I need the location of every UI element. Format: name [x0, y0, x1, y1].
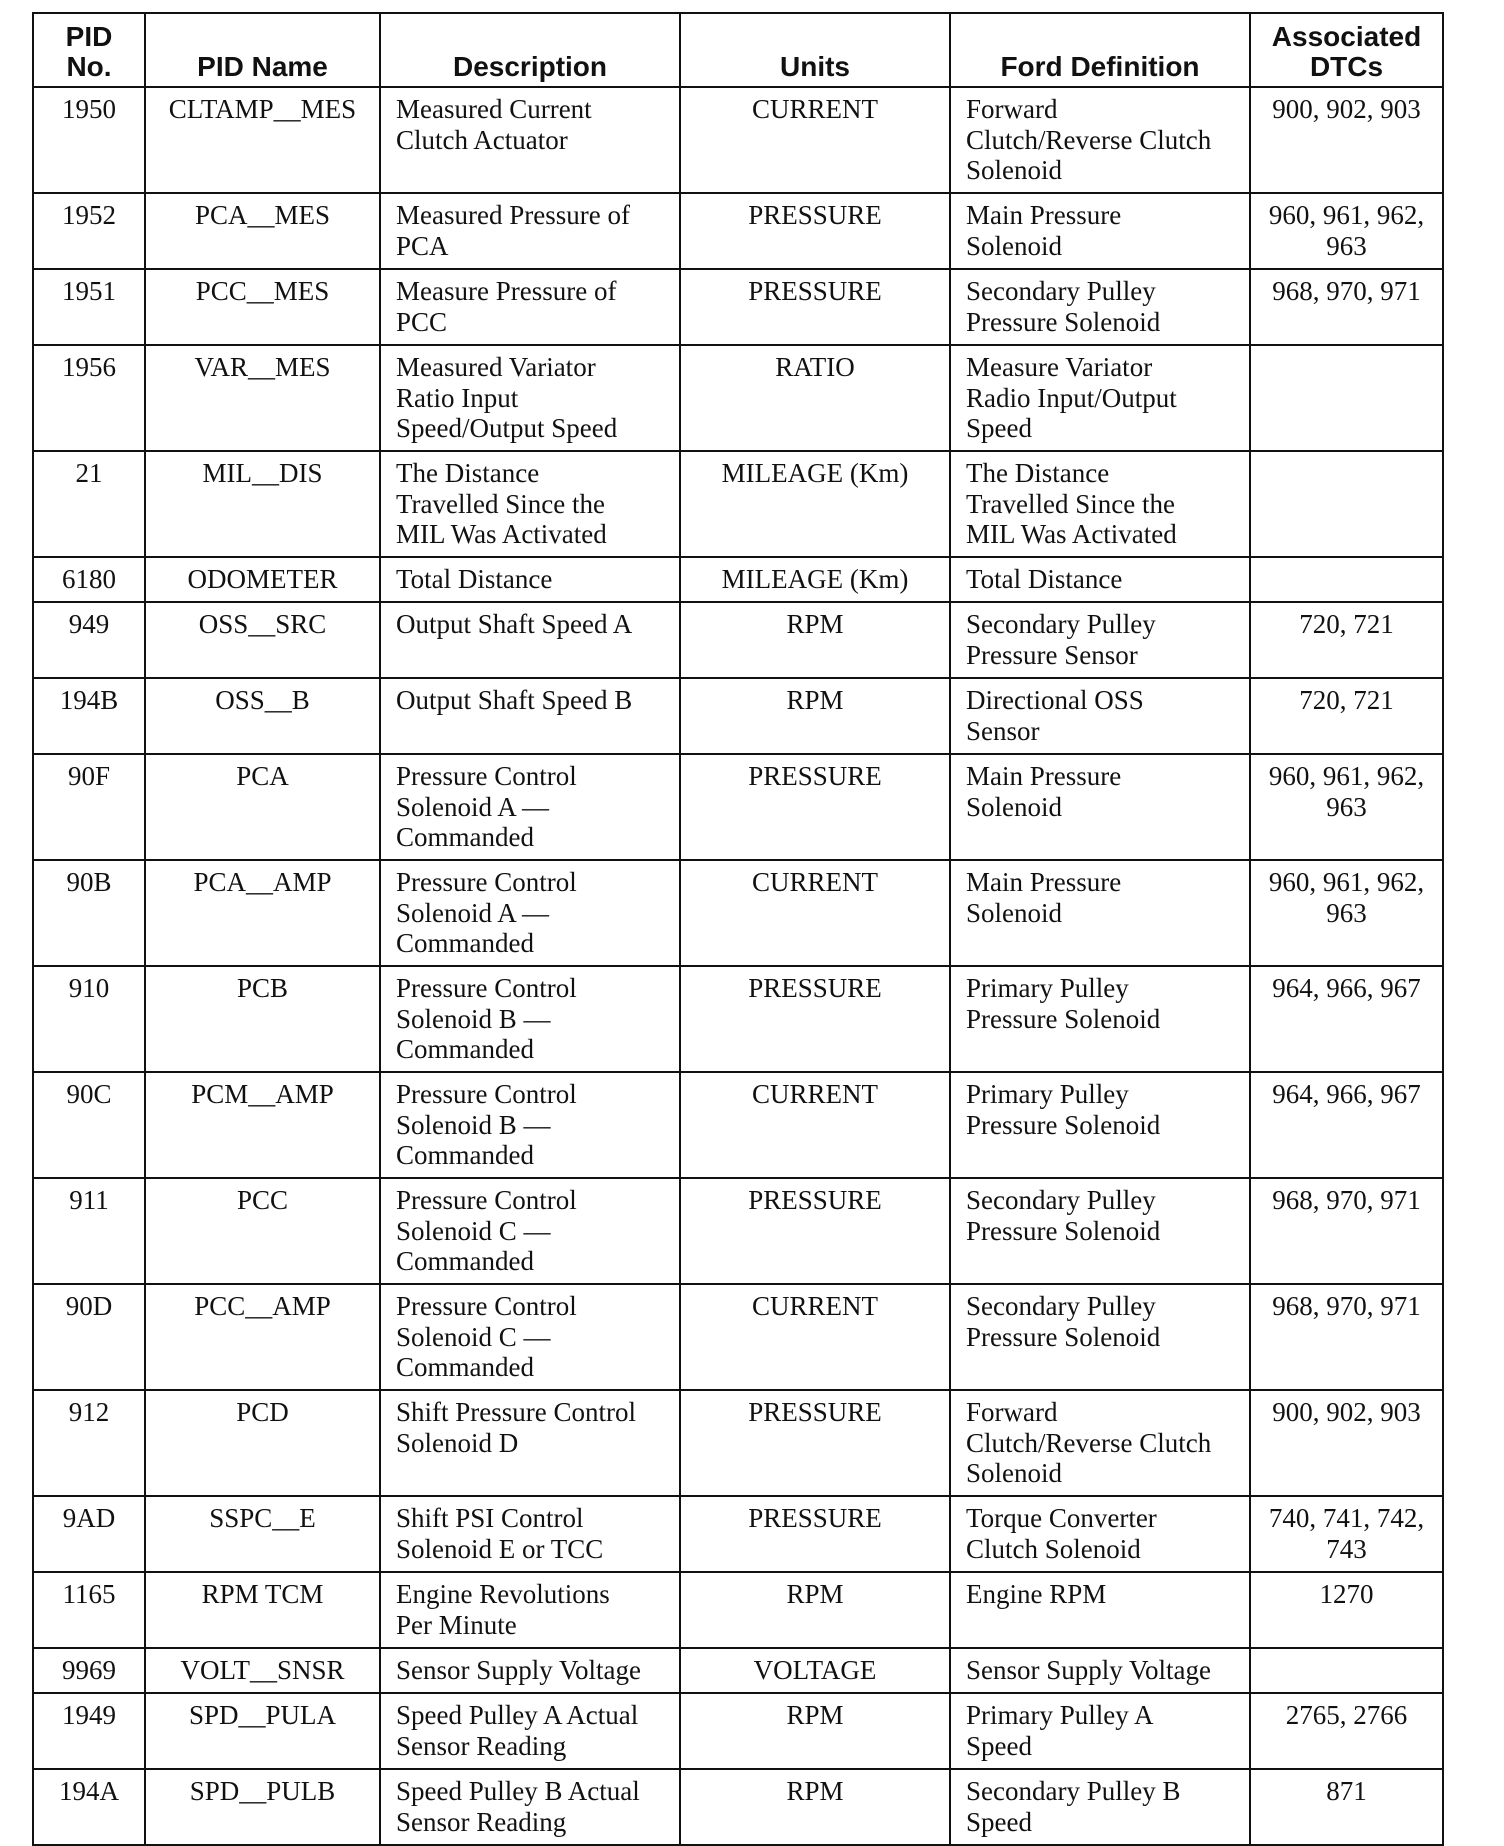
- cell-description-text: Measured Variator Ratio Input Speed/Output Speed: [396, 352, 618, 443]
- cell-units: [680, 557, 950, 602]
- cell-associated-dtcs-text: 720, 721: [1299, 609, 1394, 639]
- cell-description: [380, 451, 680, 557]
- cell-associated-dtcs-text: 900, 902, 903: [1272, 1397, 1421, 1427]
- cell-description-text: Sensor Supply Voltage: [396, 1655, 642, 1685]
- cell-units-text: CURRENT: [751, 867, 878, 897]
- cell-ford-definition: [950, 1693, 1250, 1769]
- cell-pid-no-text: 1949: [62, 1700, 116, 1730]
- cell-pid-no-text: 949: [68, 609, 110, 639]
- cell-description-text: Pressure Control Solenoid B — Commanded: [396, 1079, 577, 1170]
- cell-pid-no: [33, 860, 145, 966]
- cell-pid-no: [33, 1769, 145, 1845]
- table-row: [33, 1178, 1443, 1284]
- cell-description-text: Output Shaft Speed A: [396, 609, 633, 639]
- cell-units: [680, 860, 950, 966]
- cell-pid-no: [33, 678, 145, 754]
- cell-pid-name: [145, 345, 380, 451]
- cell-ford-definition: [950, 1284, 1250, 1390]
- cell-pid-name-text: SPD__PULB: [189, 1776, 336, 1806]
- cell-description: [380, 557, 680, 602]
- cell-description-text: Pressure Control Solenoid A — Commanded: [396, 867, 577, 958]
- cell-units-text: RPM: [786, 609, 844, 639]
- cell-description: [380, 1572, 680, 1648]
- cell-pid-name-text: PCA__MES: [194, 200, 331, 230]
- cell-ford-definition-text: Secondary Pulley B Speed: [966, 1776, 1181, 1837]
- cell-pid-no: [33, 87, 145, 193]
- cell-units-text: MILEAGE (Km): [721, 458, 909, 488]
- cell-pid-name-text: PCC__MES: [195, 276, 330, 306]
- table-row: [33, 602, 1443, 678]
- cell-description-text: Pressure Control Solenoid C — Commanded: [396, 1185, 577, 1276]
- table-row: [33, 345, 1443, 451]
- cell-associated-dtcs-text: 1270: [1319, 1579, 1374, 1609]
- cell-ford-definition: [950, 193, 1250, 269]
- cell-units-text: CURRENT: [751, 94, 878, 124]
- cell-units-text: PRESSURE: [748, 973, 882, 1003]
- cell-associated-dtcs: [1250, 754, 1443, 860]
- cell-associated-dtcs: [1250, 860, 1443, 966]
- cell-pid-name: [145, 1572, 380, 1648]
- cell-pid-no: [33, 1284, 145, 1390]
- cell-pid-name-text: VOLT__SNSR: [180, 1655, 345, 1685]
- cell-ford-definition: [950, 602, 1250, 678]
- cell-ford-definition: [950, 87, 1250, 193]
- cell-ford-definition-text: Secondary Pulley Pressure Solenoid: [966, 1291, 1161, 1352]
- cell-description: [380, 860, 680, 966]
- cell-ford-definition-text: Main Pressure Solenoid: [966, 867, 1122, 928]
- cell-units: [680, 678, 950, 754]
- table-row: [33, 1572, 1443, 1648]
- cell-units: [680, 1284, 950, 1390]
- cell-pid-name: [145, 754, 380, 860]
- cell-pid-no-text: 194A: [59, 1776, 119, 1806]
- cell-ford-definition: [950, 1390, 1250, 1496]
- cell-description: [380, 269, 680, 345]
- cell-pid-no: [33, 1390, 145, 1496]
- cell-ford-definition-text: Directional OSS Sensor: [966, 685, 1144, 746]
- cell-ford-definition-text: The Distance Travelled Since the MIL Was Activated: [966, 458, 1177, 549]
- cell-associated-dtcs: [1250, 1648, 1443, 1693]
- cell-associated-dtcs: [1250, 269, 1443, 345]
- cell-description-text: Speed Pulley B Actual Sensor Reading: [396, 1776, 640, 1837]
- cell-pid-no-text: 911: [69, 1185, 109, 1215]
- cell-description: [380, 1769, 680, 1845]
- cell-pid-name-text: PCA: [236, 761, 289, 791]
- cell-units-text: VOLTAGE: [753, 1655, 877, 1685]
- table-row: [33, 1769, 1443, 1845]
- cell-pid-name: [145, 1284, 380, 1390]
- cell-units-text: RPM: [786, 1700, 844, 1730]
- cell-pid-name-text: PCC__AMP: [194, 1291, 331, 1321]
- cell-pid-no-text: 1165: [62, 1579, 116, 1609]
- cell-ford-definition-text: Total Distance: [966, 564, 1123, 594]
- cell-pid-no: [33, 557, 145, 602]
- cell-units-text: PRESSURE: [748, 1397, 882, 1427]
- cell-units: [680, 1769, 950, 1845]
- cell-pid-name-text: SSPC__E: [209, 1503, 316, 1533]
- cell-pid-no-text: 1956: [62, 352, 116, 382]
- cell-ford-definition: [950, 1648, 1250, 1693]
- cell-associated-dtcs: [1250, 557, 1443, 602]
- cell-pid-name: [145, 602, 380, 678]
- cell-units-text: PRESSURE: [748, 276, 882, 306]
- cell-pid-no-text: 910: [68, 973, 110, 1003]
- cell-units: [680, 193, 950, 269]
- cell-pid-name-text: SPD__PULA: [188, 1700, 337, 1730]
- cell-description: [380, 1072, 680, 1178]
- cell-pid-no: [33, 1496, 145, 1572]
- cell-associated-dtcs: [1250, 1496, 1443, 1572]
- cell-pid-no: [33, 269, 145, 345]
- cell-ford-definition-text: Main Pressure Solenoid: [966, 761, 1122, 822]
- cell-description-text: Engine Revolutions Per Minute: [396, 1579, 610, 1640]
- cell-ford-definition-text: Engine RPM: [966, 1579, 1107, 1609]
- cell-units-text: CURRENT: [751, 1079, 878, 1109]
- header-units: Units: [680, 13, 950, 87]
- cell-units: [680, 1390, 950, 1496]
- cell-pid-no-text: 90F: [67, 761, 111, 791]
- cell-associated-dtcs-text: 900, 902, 903: [1272, 94, 1421, 124]
- cell-associated-dtcs: [1250, 193, 1443, 269]
- cell-pid-name-text: RPM TCM: [201, 1579, 324, 1609]
- cell-ford-definition: [950, 754, 1250, 860]
- cell-units-text: RPM: [786, 685, 844, 715]
- cell-ford-definition: [950, 451, 1250, 557]
- cell-description: [380, 1496, 680, 1572]
- cell-description-text: Pressure Control Solenoid B — Commanded: [396, 973, 577, 1064]
- table-row: [33, 557, 1443, 602]
- cell-description-text: Shift Pressure Control Solenoid D: [396, 1397, 636, 1458]
- cell-units: [680, 1072, 950, 1178]
- cell-description-text: Measured Pressure of PCA: [396, 200, 630, 261]
- header-pid-name: PID Name: [145, 13, 380, 87]
- pid-table-document: [32, 12, 1442, 1846]
- cell-pid-no: [33, 193, 145, 269]
- table-row: [33, 966, 1443, 1072]
- cell-units-text: PRESSURE: [748, 761, 882, 791]
- cell-pid-name-text: CLTAMP__MES: [168, 94, 357, 124]
- cell-pid-no: [33, 1178, 145, 1284]
- cell-pid-no: [33, 451, 145, 557]
- cell-pid-name: [145, 451, 380, 557]
- cell-pid-no-text: 1951: [62, 276, 116, 306]
- cell-pid-name-text: PCB: [236, 973, 289, 1003]
- cell-ford-definition: [950, 557, 1250, 602]
- table-row: [33, 1390, 1443, 1496]
- cell-units: [680, 451, 950, 557]
- cell-associated-dtcs: [1250, 345, 1443, 451]
- cell-ford-definition-text: Primary Pulley Pressure Solenoid: [966, 1079, 1161, 1140]
- cell-units: [680, 754, 950, 860]
- table-row: [33, 1284, 1443, 1390]
- cell-units: [680, 1572, 950, 1648]
- cell-units-text: PRESSURE: [748, 1185, 882, 1215]
- cell-associated-dtcs-text: 964, 966, 967: [1272, 1079, 1421, 1109]
- cell-ford-definition-text: Primary Pulley A Speed: [966, 1700, 1154, 1761]
- cell-pid-no-text: 9AD: [62, 1503, 116, 1533]
- cell-associated-dtcs: [1250, 1072, 1443, 1178]
- cell-associated-dtcs-text: 740, 741, 742, 743: [1268, 1503, 1425, 1564]
- cell-description: [380, 602, 680, 678]
- cell-description-text: Total Distance: [396, 564, 553, 594]
- cell-pid-name: [145, 966, 380, 1072]
- cell-pid-name: [145, 87, 380, 193]
- cell-units: [680, 966, 950, 1072]
- cell-ford-definition: [950, 1769, 1250, 1845]
- cell-units: [680, 602, 950, 678]
- cell-associated-dtcs: [1250, 1390, 1443, 1496]
- cell-ford-definition: [950, 966, 1250, 1072]
- cell-description-text: Pressure Control Solenoid A — Commanded: [396, 761, 577, 852]
- cell-associated-dtcs-text: 2765, 2766: [1285, 1700, 1408, 1730]
- cell-pid-name: [145, 678, 380, 754]
- cell-pid-name: [145, 1390, 380, 1496]
- cell-pid-no: [33, 754, 145, 860]
- table-row: [33, 1496, 1443, 1572]
- table-row: [33, 451, 1443, 557]
- cell-units-text: PRESSURE: [748, 200, 882, 230]
- cell-pid-no-text: 1952: [62, 200, 116, 230]
- cell-ford-definition-text: Torque Converter Clutch Solenoid: [966, 1503, 1157, 1564]
- cell-description: [380, 966, 680, 1072]
- cell-pid-name-text: OSS__SRC: [198, 609, 327, 639]
- cell-pid-no-text: 9969: [62, 1655, 116, 1685]
- cell-associated-dtcs: [1250, 602, 1443, 678]
- header-description: Description: [380, 13, 680, 87]
- cell-description: [380, 1648, 680, 1693]
- cell-associated-dtcs-text: 720, 721: [1299, 685, 1394, 715]
- table-row: [33, 678, 1443, 754]
- cell-ford-definition: [950, 345, 1250, 451]
- cell-ford-definition-text: Secondary Pulley Pressure Sensor: [966, 609, 1156, 670]
- cell-pid-no: [33, 602, 145, 678]
- cell-description-text: Measure Pressure of PCC: [396, 276, 617, 337]
- cell-ford-definition-text: Forward Clutch/Reverse Clutch Solenoid: [966, 1397, 1212, 1488]
- header-associated-dtcs: Associated DTCs: [1250, 13, 1443, 87]
- cell-pid-no: [33, 345, 145, 451]
- cell-associated-dtcs: [1250, 1693, 1443, 1769]
- table-row: [33, 193, 1443, 269]
- cell-ford-definition: [950, 1178, 1250, 1284]
- cell-units-text: RATIO: [775, 352, 855, 382]
- cell-pid-name-text: MIL__DIS: [202, 458, 323, 488]
- cell-associated-dtcs-text: 960, 961, 962, 963: [1268, 867, 1425, 928]
- cell-pid-no-text: 194B: [59, 685, 119, 715]
- cell-associated-dtcs: [1250, 1572, 1443, 1648]
- cell-description: [380, 678, 680, 754]
- header-row: [33, 13, 1443, 87]
- cell-associated-dtcs-text: 960, 961, 962, 963: [1268, 761, 1425, 822]
- cell-associated-dtcs: [1250, 966, 1443, 1072]
- table-row: [33, 754, 1443, 860]
- cell-description: [380, 1284, 680, 1390]
- cell-description: [380, 1178, 680, 1284]
- cell-pid-name: [145, 1072, 380, 1178]
- cell-pid-name-text: ODOMETER: [187, 564, 338, 594]
- header-ford-definition: Ford Definition: [950, 13, 1250, 87]
- cell-associated-dtcs-text: 960, 961, 962, 963: [1268, 200, 1425, 261]
- cell-description: [380, 87, 680, 193]
- cell-pid-no-text: 21: [75, 458, 103, 488]
- cell-description-text: Shift PSI Control Solenoid E or TCC: [396, 1503, 604, 1564]
- cell-associated-dtcs-text: 964, 966, 967: [1272, 973, 1421, 1003]
- cell-description: [380, 1693, 680, 1769]
- cell-description-text: Measured Current Clutch Actuator: [396, 94, 592, 155]
- cell-pid-no: [33, 966, 145, 1072]
- cell-ford-definition-text: Measure Variator Radio Input/Output Speed: [966, 352, 1177, 443]
- cell-units-text: CURRENT: [751, 1291, 878, 1321]
- cell-associated-dtcs: [1250, 678, 1443, 754]
- cell-ford-definition-text: Forward Clutch/Reverse Clutch Solenoid: [966, 94, 1212, 185]
- cell-pid-no-text: 90B: [66, 867, 112, 897]
- cell-pid-name: [145, 557, 380, 602]
- cell-pid-no-text: 6180: [62, 564, 116, 594]
- table-row: [33, 269, 1443, 345]
- cell-pid-name: [145, 1693, 380, 1769]
- cell-description: [380, 193, 680, 269]
- cell-pid-no-text: 1950: [62, 94, 116, 124]
- cell-associated-dtcs: [1250, 451, 1443, 557]
- cell-ford-definition: [950, 1572, 1250, 1648]
- cell-description-text: Pressure Control Solenoid C — Commanded: [396, 1291, 577, 1382]
- cell-description-text: The Distance Travelled Since the MIL Was Activated: [396, 458, 607, 549]
- cell-pid-name: [145, 1178, 380, 1284]
- cell-description-text: Output Shaft Speed B: [396, 685, 633, 715]
- cell-units-text: MILEAGE (Km): [721, 564, 909, 594]
- table-row: [33, 1072, 1443, 1178]
- cell-ford-definition: [950, 678, 1250, 754]
- table-row: [33, 1693, 1443, 1769]
- cell-pid-no-text: 90C: [66, 1079, 112, 1109]
- table-row: [33, 1648, 1443, 1693]
- cell-units: [680, 1496, 950, 1572]
- cell-associated-dtcs-text: 968, 970, 971: [1272, 1185, 1421, 1215]
- cell-units: [680, 87, 950, 193]
- cell-units: [680, 1693, 950, 1769]
- cell-pid-name-text: PCC: [236, 1185, 289, 1215]
- cell-ford-definition: [950, 860, 1250, 966]
- cell-pid-name-text: PCM__AMP: [191, 1079, 334, 1109]
- cell-associated-dtcs: [1250, 1178, 1443, 1284]
- cell-pid-name: [145, 860, 380, 966]
- table-row: [33, 87, 1443, 193]
- cell-pid-no: [33, 1648, 145, 1693]
- cell-description: [380, 754, 680, 860]
- table-body: [33, 87, 1443, 1845]
- cell-pid-no: [33, 1693, 145, 1769]
- cell-pid-name-text: VAR__MES: [194, 352, 331, 382]
- cell-ford-definition-text: Secondary Pulley Pressure Solenoid: [966, 276, 1161, 337]
- cell-units-text: RPM: [786, 1776, 844, 1806]
- cell-associated-dtcs-text: 968, 970, 971: [1272, 276, 1421, 306]
- cell-associated-dtcs: [1250, 1769, 1443, 1845]
- cell-ford-definition-text: Main Pressure Solenoid: [966, 200, 1122, 261]
- cell-units: [680, 1178, 950, 1284]
- cell-pid-name-text: PCD: [236, 1397, 289, 1427]
- cell-pid-name: [145, 1496, 380, 1572]
- cell-pid-name-text: OSS__B: [215, 685, 310, 715]
- cell-pid-name: [145, 1769, 380, 1845]
- cell-pid-no-text: 912: [68, 1397, 110, 1427]
- pid-table: [32, 12, 1444, 1846]
- cell-pid-no: [33, 1572, 145, 1648]
- cell-ford-definition-text: Secondary Pulley Pressure Solenoid: [966, 1185, 1161, 1246]
- cell-associated-dtcs-text: 968, 970, 971: [1272, 1291, 1421, 1321]
- cell-ford-definition: [950, 1072, 1250, 1178]
- cell-pid-name: [145, 1648, 380, 1693]
- cell-description-text: Speed Pulley A Actual Sensor Reading: [396, 1700, 639, 1761]
- cell-units: [680, 1648, 950, 1693]
- cell-ford-definition: [950, 269, 1250, 345]
- cell-pid-name-text: PCA__AMP: [193, 867, 332, 897]
- cell-ford-definition-text: Sensor Supply Voltage: [966, 1655, 1212, 1685]
- cell-units: [680, 269, 950, 345]
- cell-units: [680, 345, 950, 451]
- cell-units-text: PRESSURE: [748, 1503, 882, 1533]
- cell-associated-dtcs-text: 871: [1326, 1776, 1367, 1806]
- cell-ford-definition-text: Primary Pulley Pressure Solenoid: [966, 973, 1161, 1034]
- cell-description: [380, 345, 680, 451]
- cell-pid-no: [33, 1072, 145, 1178]
- cell-units-text: RPM: [786, 1579, 844, 1609]
- cell-pid-name: [145, 193, 380, 269]
- cell-associated-dtcs: [1250, 1284, 1443, 1390]
- cell-pid-name: [145, 269, 380, 345]
- header-pid-no: PID No.: [33, 13, 145, 87]
- cell-description: [380, 1390, 680, 1496]
- cell-ford-definition: [950, 1496, 1250, 1572]
- cell-associated-dtcs: [1250, 87, 1443, 193]
- table-row: [33, 860, 1443, 966]
- cell-pid-no-text: 90D: [65, 1291, 113, 1321]
